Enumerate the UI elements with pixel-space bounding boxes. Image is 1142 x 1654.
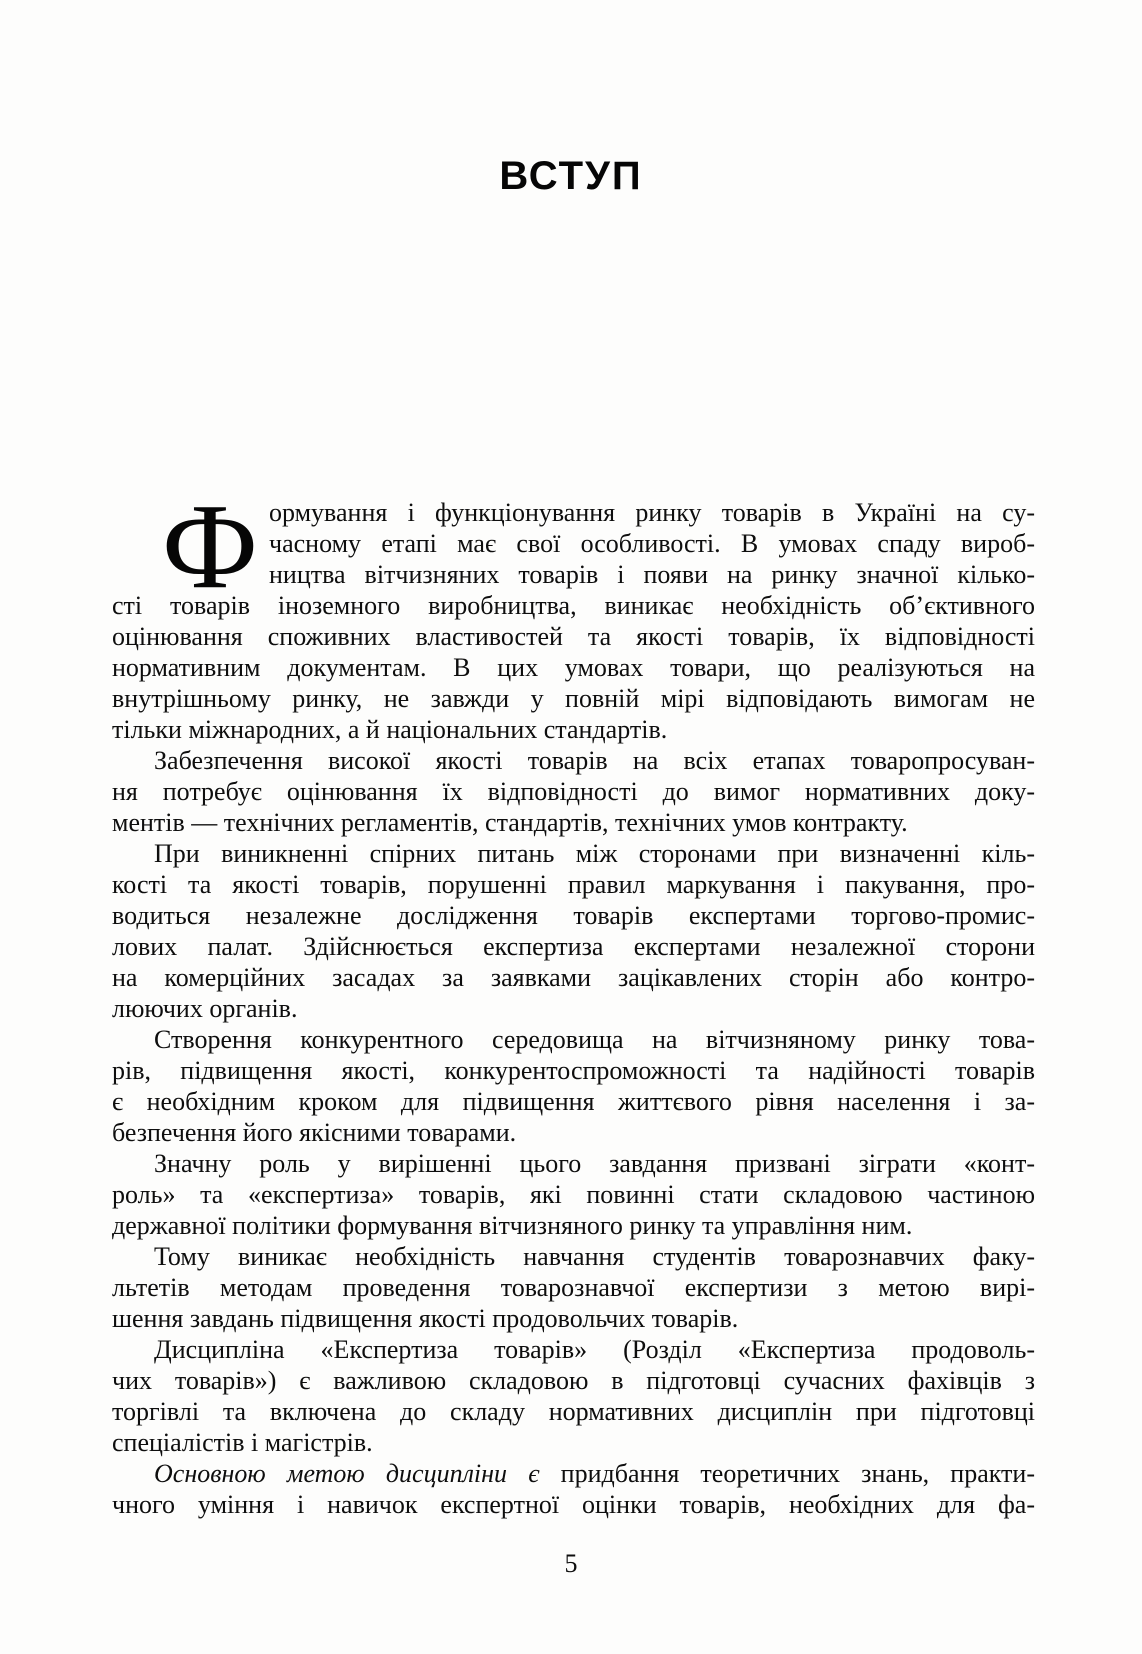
text-line: шення завдань підвищення якості продовольчих товарів. [112, 1304, 739, 1333]
text-line: При виникненні спірних питань між сторонами при визначенні кіль- [154, 839, 1035, 868]
text-line: ня потребує оцінювання їх відповідності до вимог нормативних доку- [112, 777, 1035, 806]
text-line: ництва вітчизняних товарів і появи на ринку значної кілько- [269, 560, 1035, 589]
regular-text: придбання теоретичних знань, практи- [539, 1459, 1035, 1488]
text-line: спеціалістів і магістрів. [112, 1428, 373, 1457]
paragraph [112, 1458, 1035, 1520]
paragraph [112, 1334, 1035, 1458]
paragraph [112, 745, 1035, 838]
text-line: чих товарів») є важливою складовою в підготовці сучасних фахівців з [112, 1366, 1035, 1395]
text-line: оцінювання споживних властивостей та якості товарів, їх відповідності [112, 622, 1035, 651]
paragraph [112, 479, 1035, 745]
text-line: внутрішньому ринку, не завжди у повній мірі відповідають вимогам не [112, 684, 1035, 713]
page-number: 5 [564, 1549, 578, 1578]
text-line: рів, підвищення якості, конкурентоспроможності та надійності товарів [112, 1056, 1035, 1085]
paragraph [112, 1148, 1035, 1241]
page-title: ВСТУП [499, 154, 643, 198]
text-line: Значну роль у вирішенні цього завдання призвані зіграти «конт- [154, 1149, 1035, 1178]
text-line: часному етапі має свої особливості. В умовах спаду вироб- [269, 529, 1035, 558]
text-line: ормування і функціонування ринку товарів в Україні на су- [269, 498, 1035, 527]
text-line: на комерційних засадах за заявками зацікавлених сторін або контро- [112, 963, 1035, 992]
text-line: Забезпечення високої якості товарів на всіх етапах товаропросуван- [154, 746, 1035, 775]
text-line: роль» та «експертиза» товарів, які повинні стати складовою частиною [112, 1180, 1035, 1209]
italic-text: Основною метою дисципліни є [154, 1459, 540, 1488]
body-text [112, 479, 1035, 1520]
text-line: люючих органів. [112, 994, 298, 1023]
paragraph [112, 838, 1035, 1024]
paragraph [112, 1024, 1035, 1148]
text-line: Дисципліна «Експертиза товарів» (Розділ «Експертиза продоволь- [154, 1335, 1035, 1364]
text-line: кості та якості товарів, порушенні правил маркування і пакування, про- [112, 870, 1035, 899]
text-line: льтетів методам проведення товарознавчої експертизи з метою вирі- [112, 1273, 1035, 1302]
text-line: нормативним документам. В цих умовах товари, що реалізуються на [112, 653, 1035, 682]
text-line: водиться незалежне дослідження товарів експертами торгово-промис- [112, 901, 1035, 930]
text-line: лових палат. Здійснюється експертиза експертами незалежної сторони [112, 932, 1035, 961]
text-line: тільки міжнародних, а й національних стандартів. [112, 715, 668, 744]
text-line: Тому виникає необхідність навчання студентів товарознавчих факу- [154, 1242, 1035, 1271]
text-line: ментів — технічних регламентів, стандартів, технічних умов контракту. [112, 808, 908, 837]
text-line: безпечення його якісними товарами. [112, 1118, 517, 1147]
text-line [112, 1458, 1035, 1489]
text-line: є необхідним кроком для підвищення життєвого рівня населення і за- [112, 1087, 1035, 1116]
text-line: сті товарів іноземного виробництва, виникає необхідність об’єктивного [112, 591, 1035, 620]
text-line: чного уміння і навичок експертної оцінки товарів, необхідних для фа- [112, 1490, 1035, 1519]
text-line: Створення конкурентного середовища на вітчизняному ринку това- [154, 1025, 1035, 1054]
paragraph [112, 1241, 1035, 1334]
text-line: державної політики формування вітчизняного ринку та управління ним. [112, 1211, 913, 1240]
text-line: торгівлі та включена до складу нормативних дисциплін при підготовці [112, 1397, 1035, 1426]
drop-cap: Ф [161, 479, 259, 614]
